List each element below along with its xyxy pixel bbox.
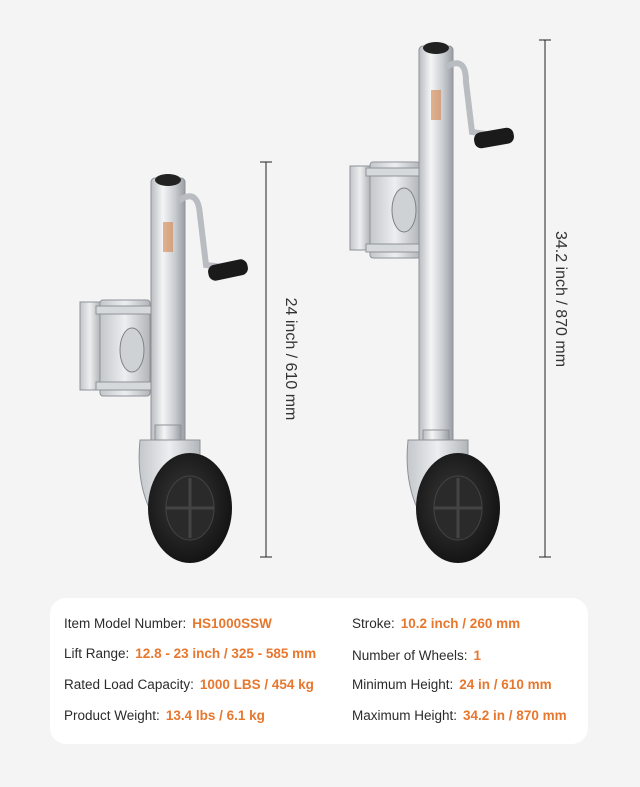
spec-value: 12.8 - 23 inch / 325 - 585 mm — [135, 646, 317, 661]
short-dimension-line — [260, 162, 272, 557]
spec-stroke — [352, 616, 520, 631]
spec-label: Rated Load Capacity: — [64, 677, 194, 692]
spec-card — [50, 598, 588, 744]
spec-model — [64, 616, 272, 631]
spec-label: Number of Wheels: — [352, 648, 468, 663]
tall-height-label: 34.2 inch / 870 mm — [552, 230, 569, 368]
spec-label: Minimum Height: — [352, 677, 454, 692]
spec-label: Product Weight: — [64, 708, 160, 723]
spec-lift-range — [64, 646, 316, 661]
spec-label: Lift Range: — [64, 646, 130, 661]
spec-value: 10.2 inch / 260 mm — [400, 616, 521, 631]
spec-value: HS1000SSW — [192, 616, 272, 631]
spec-label: Maximum Height: — [352, 708, 458, 723]
tall-dimension-line — [539, 40, 551, 557]
spec-wheels — [352, 648, 481, 663]
spec-value: 13.4 lbs / 6.1 kg — [165, 708, 265, 723]
spec-load — [64, 677, 314, 692]
spec-value: 24 in / 610 mm — [459, 677, 552, 692]
spec-label: Item Model Number: — [64, 616, 187, 631]
spec-value: 1000 LBS / 454 kg — [199, 677, 314, 692]
short-height-label: 24 inch / 610 mm — [282, 297, 299, 421]
spec-value: 1 — [473, 648, 482, 663]
short-jack — [80, 174, 249, 563]
spec-label: Stroke: — [352, 616, 395, 631]
spec-value: 34.2 in / 870 mm — [463, 708, 567, 723]
spec-weight — [64, 708, 265, 723]
spec-min-height — [352, 677, 552, 692]
spec-max-height — [352, 708, 567, 723]
tall-jack — [350, 42, 515, 563]
